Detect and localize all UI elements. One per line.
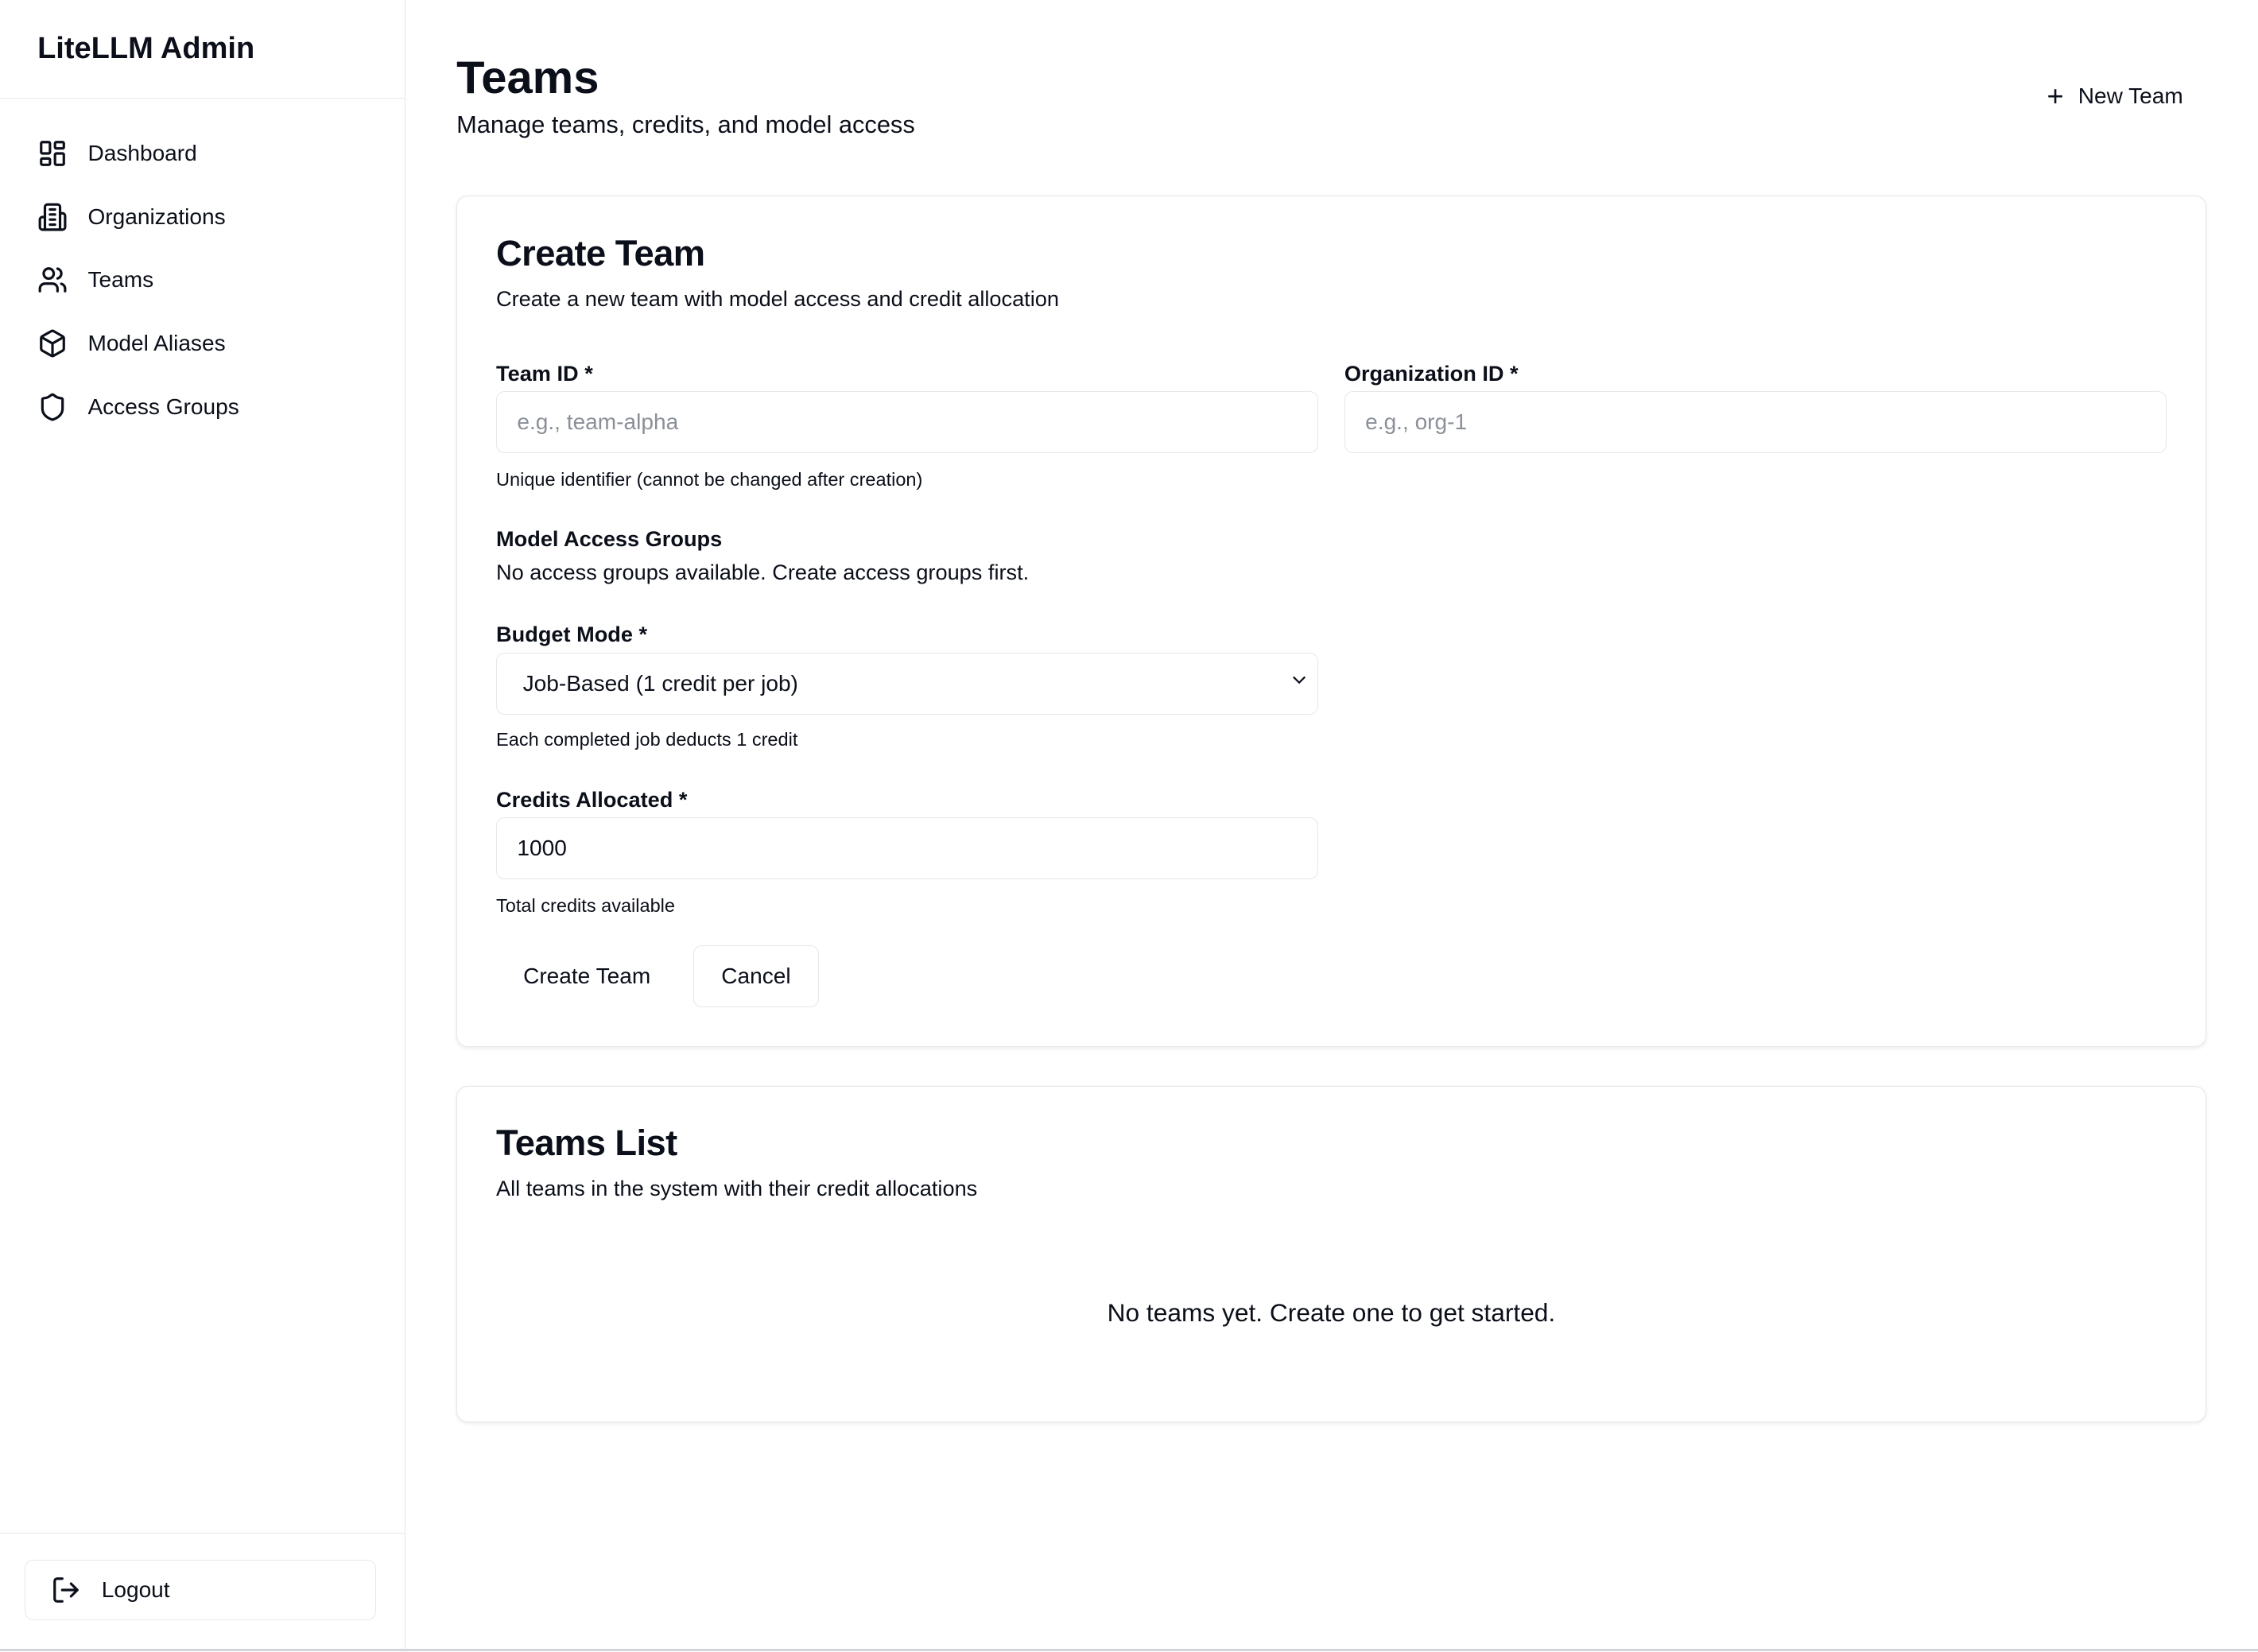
teams-empty-state: No teams yet. Create one to get started. xyxy=(1107,1297,1556,1327)
teams-list-description: All teams in the system with their credit allocations xyxy=(496,1175,978,1200)
sidebar-item-access-groups[interactable] xyxy=(0,375,405,439)
page-title: Teams xyxy=(456,52,599,104)
new-team-button[interactable] xyxy=(2023,72,2206,122)
team-id-input[interactable] xyxy=(496,391,1318,453)
users-icon xyxy=(37,265,68,295)
sidebar xyxy=(0,0,405,1649)
chevron-down-icon xyxy=(1292,673,1306,687)
sidebar-item-organizations[interactable] xyxy=(0,185,405,249)
logout-button[interactable] xyxy=(25,1560,376,1620)
team-id-hint: Unique identifier (cannot be changed after creation) xyxy=(496,468,923,490)
access-groups-label: Model Access Groups xyxy=(496,526,723,552)
cube-icon xyxy=(37,328,68,359)
budget-mode-label: Budget Mode * xyxy=(496,621,648,646)
building-icon xyxy=(37,202,68,232)
sidebar-item-label: Model Aliases xyxy=(87,331,226,356)
org-id-label: Organization ID * xyxy=(1344,360,1519,386)
budget-mode-value: Job-Based (1 credit per job) xyxy=(522,671,798,696)
plus-icon: + xyxy=(2047,79,2064,113)
page-subtitle: Manage teams, credits, and model access xyxy=(456,111,915,139)
new-team-label: New Team xyxy=(2078,83,2183,109)
sidebar-item-label: Teams xyxy=(87,267,154,293)
window-bottom-edge xyxy=(0,1649,2258,1652)
create-team-button[interactable]: Create Team xyxy=(523,964,651,989)
dashboard-grid-icon xyxy=(37,138,68,169)
sidebar-item-label: Organizations xyxy=(87,204,226,229)
credits-input[interactable] xyxy=(496,817,1318,879)
teams-list-title: Teams List xyxy=(496,1122,677,1163)
teams-list-card xyxy=(456,1086,2206,1423)
create-team-card xyxy=(456,196,2206,1046)
cancel-button[interactable]: Cancel xyxy=(693,945,819,1007)
logout-icon xyxy=(51,1575,81,1605)
access-groups-empty: No access groups available. Create access groups first. xyxy=(496,559,1030,584)
credits-label: Credits Allocated * xyxy=(496,786,688,812)
create-team-title: Create Team xyxy=(496,232,705,273)
sidebar-item-dashboard[interactable] xyxy=(0,122,405,185)
logout-label: Logout xyxy=(101,1576,170,1602)
sidebar-footer xyxy=(0,1533,405,1649)
app-title: LiteLLM Admin xyxy=(0,0,405,99)
shield-icon xyxy=(37,392,68,422)
team-id-label: Team ID * xyxy=(496,360,593,386)
sidebar-item-teams[interactable] xyxy=(0,249,405,312)
create-team-description: Create a new team with model access and credit allocation xyxy=(496,285,1059,311)
sidebar-item-label: Dashboard xyxy=(87,140,197,165)
sidebar-nav xyxy=(0,99,405,438)
sidebar-item-label: Access Groups xyxy=(87,394,239,419)
sidebar-item-model-aliases[interactable] xyxy=(0,312,405,375)
budget-mode-select[interactable] xyxy=(496,653,1318,715)
budget-mode-hint: Each completed job deducts 1 credit xyxy=(496,729,798,750)
credits-hint: Total credits available xyxy=(496,894,676,916)
org-id-input[interactable] xyxy=(1344,391,2167,453)
